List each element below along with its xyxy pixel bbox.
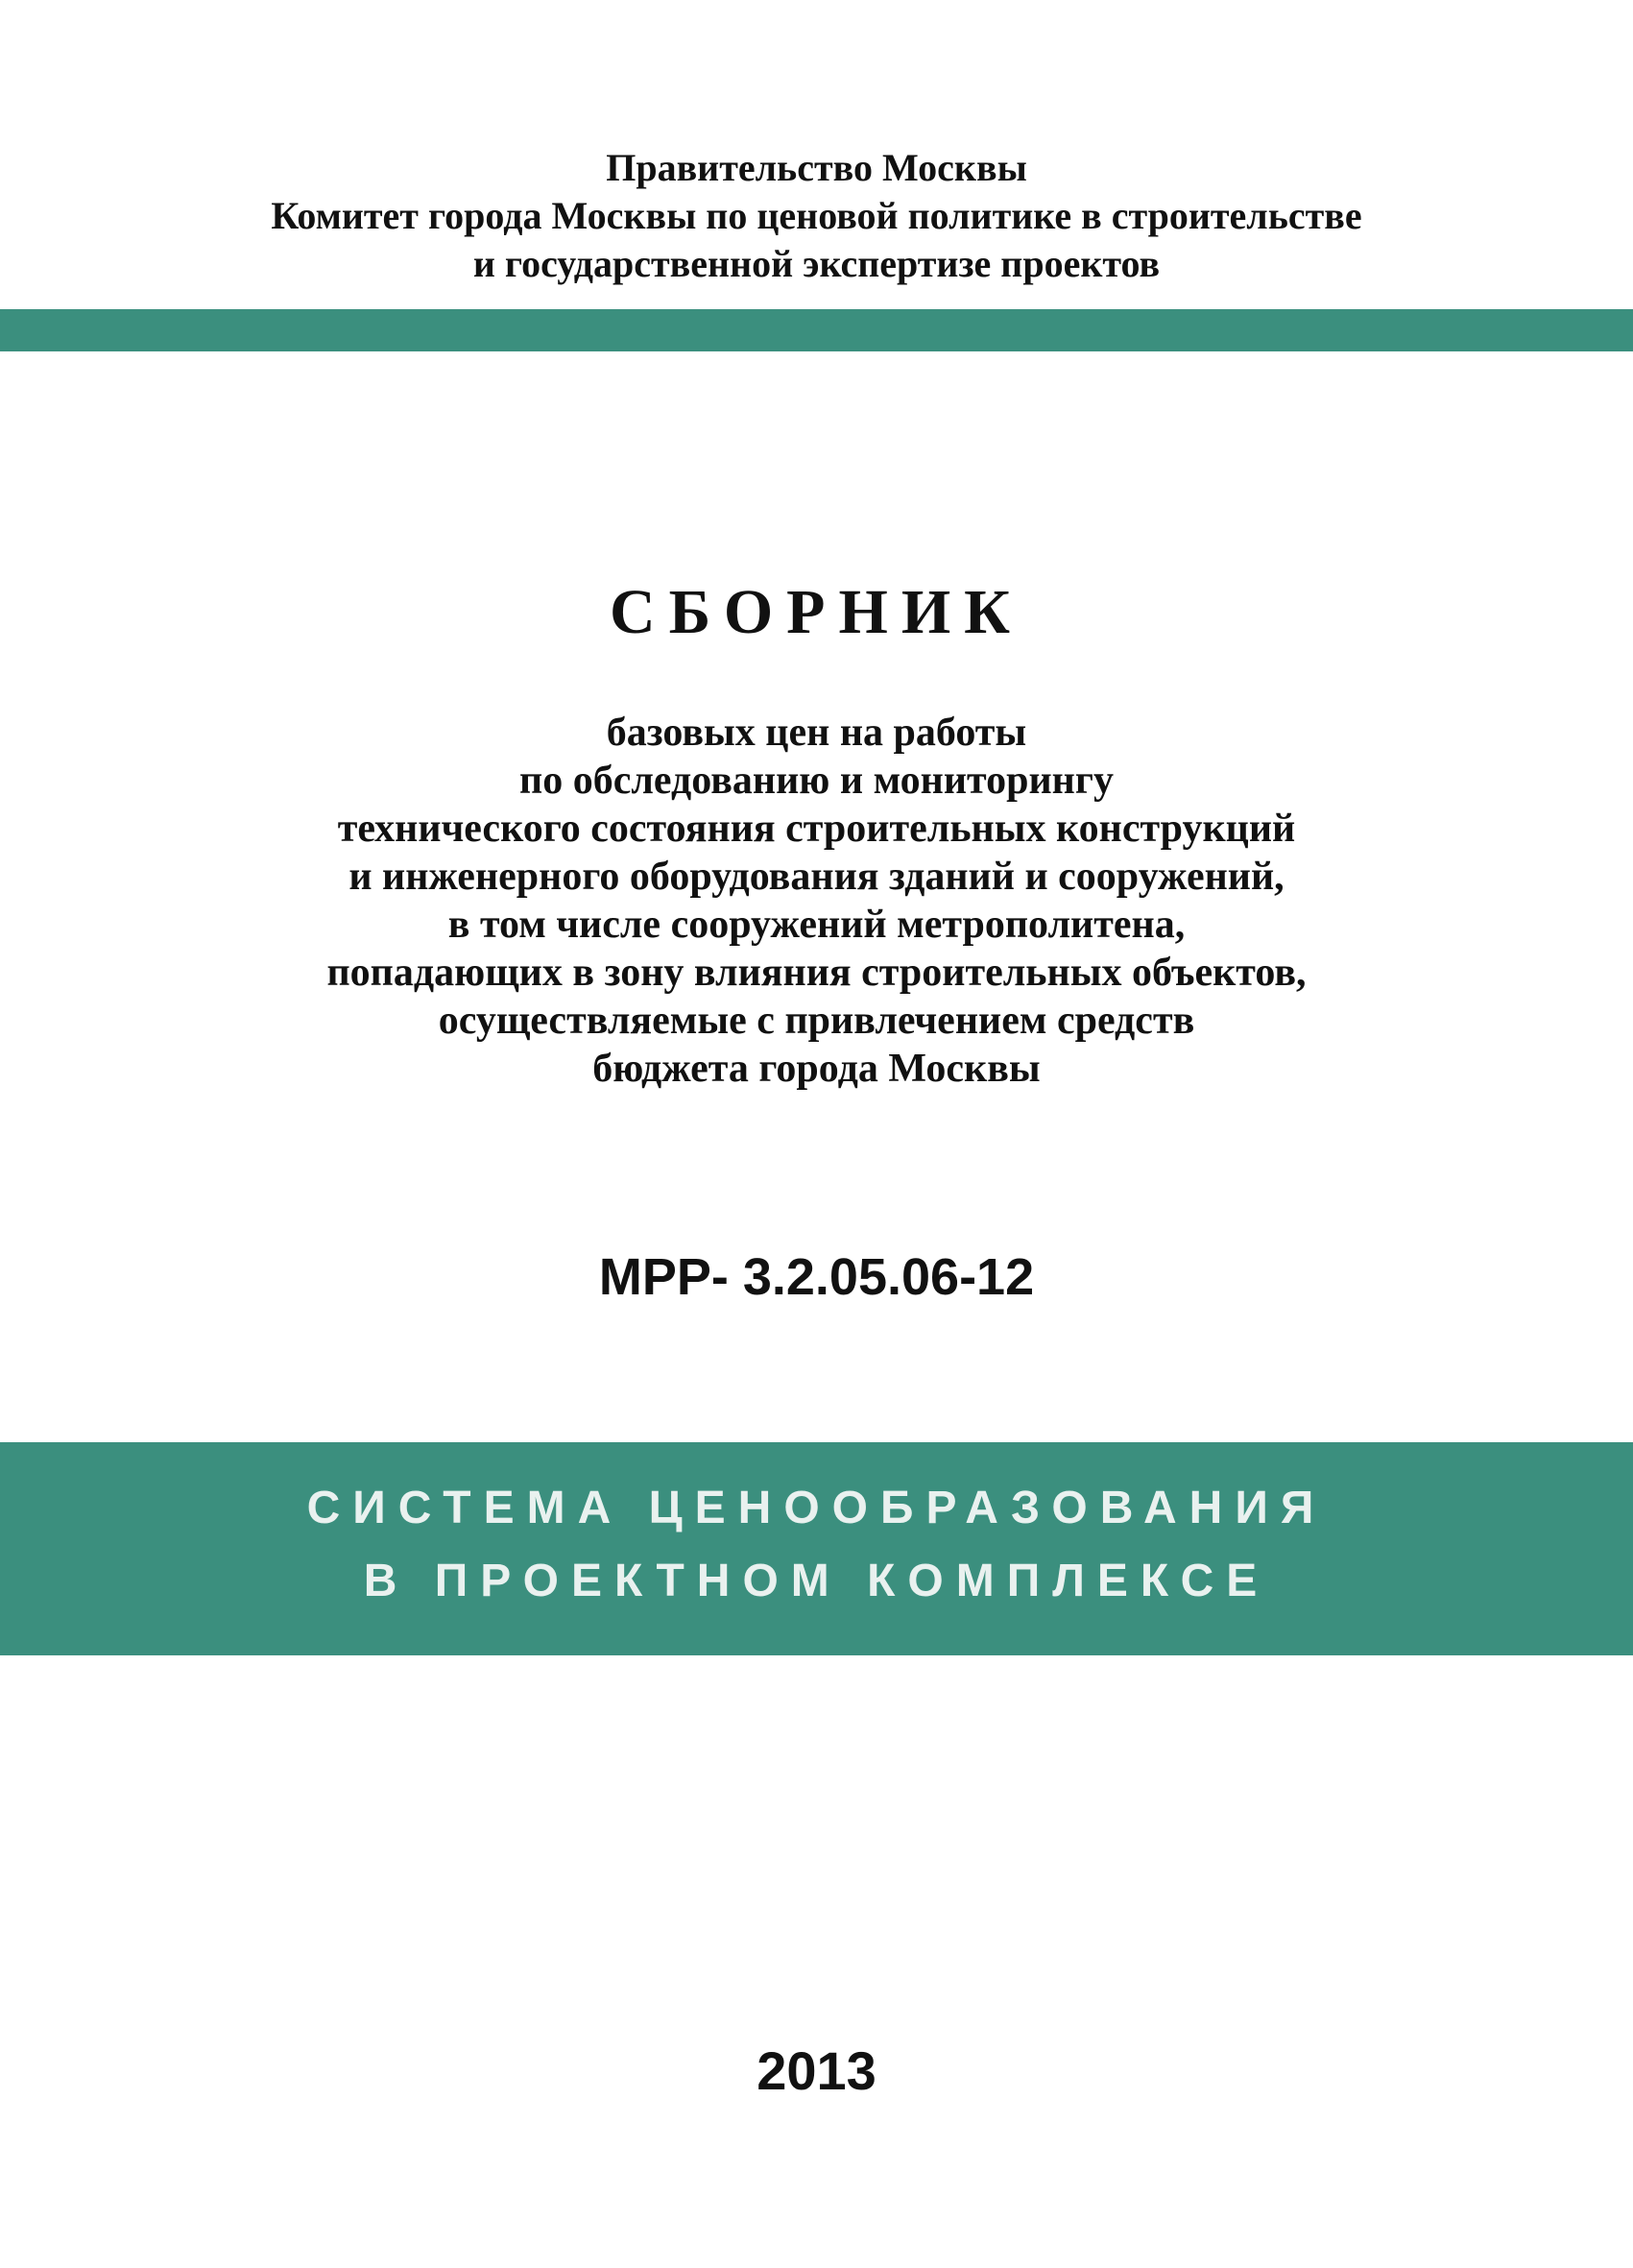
issuer-header [0,144,1633,288]
publication-year: 2013 [756,2040,877,2101]
series-band [0,1442,1633,1655]
issuer-line-government: Правительство Москвы [606,146,1027,189]
subtitle-line: базовых цен на работы [606,711,1027,755]
series-line-project-complex: В ПРОЕКТНОМ КОМПЛЕКСЕ [363,1556,1270,1606]
document-subtitle [0,709,1633,1093]
subtitle-line: технического состояния строительных конструкций [337,807,1296,851]
subtitle-line: в том числе сооружений метрополитена, [447,903,1186,947]
subtitle-line: бюджета города Москвы [592,1047,1041,1091]
subtitle-line: и инженерного оборудования зданий и сооружений, [348,855,1285,899]
subtitle-line: по обследованию и мониторингу [519,759,1114,803]
document-code: МРР- 3.2.05.06-12 [598,1248,1035,1306]
subtitle-line: попадающих в зону влияния строительных объектов, [326,951,1307,995]
series-line-pricing-system: СИСТЕМА ЦЕНООБРАЗОВАНИЯ [306,1483,1327,1533]
document-title: СБОРНИК [609,577,1024,647]
top-divider-band [0,309,1633,351]
subtitle-line: осуществляемые с привлечением средств [438,999,1195,1043]
issuer-line-committee: Комитет города Москвы по ценовой политике в строительстве [271,194,1362,237]
issuer-line-expertise: и государственной экспертизе проектов [472,242,1161,285]
